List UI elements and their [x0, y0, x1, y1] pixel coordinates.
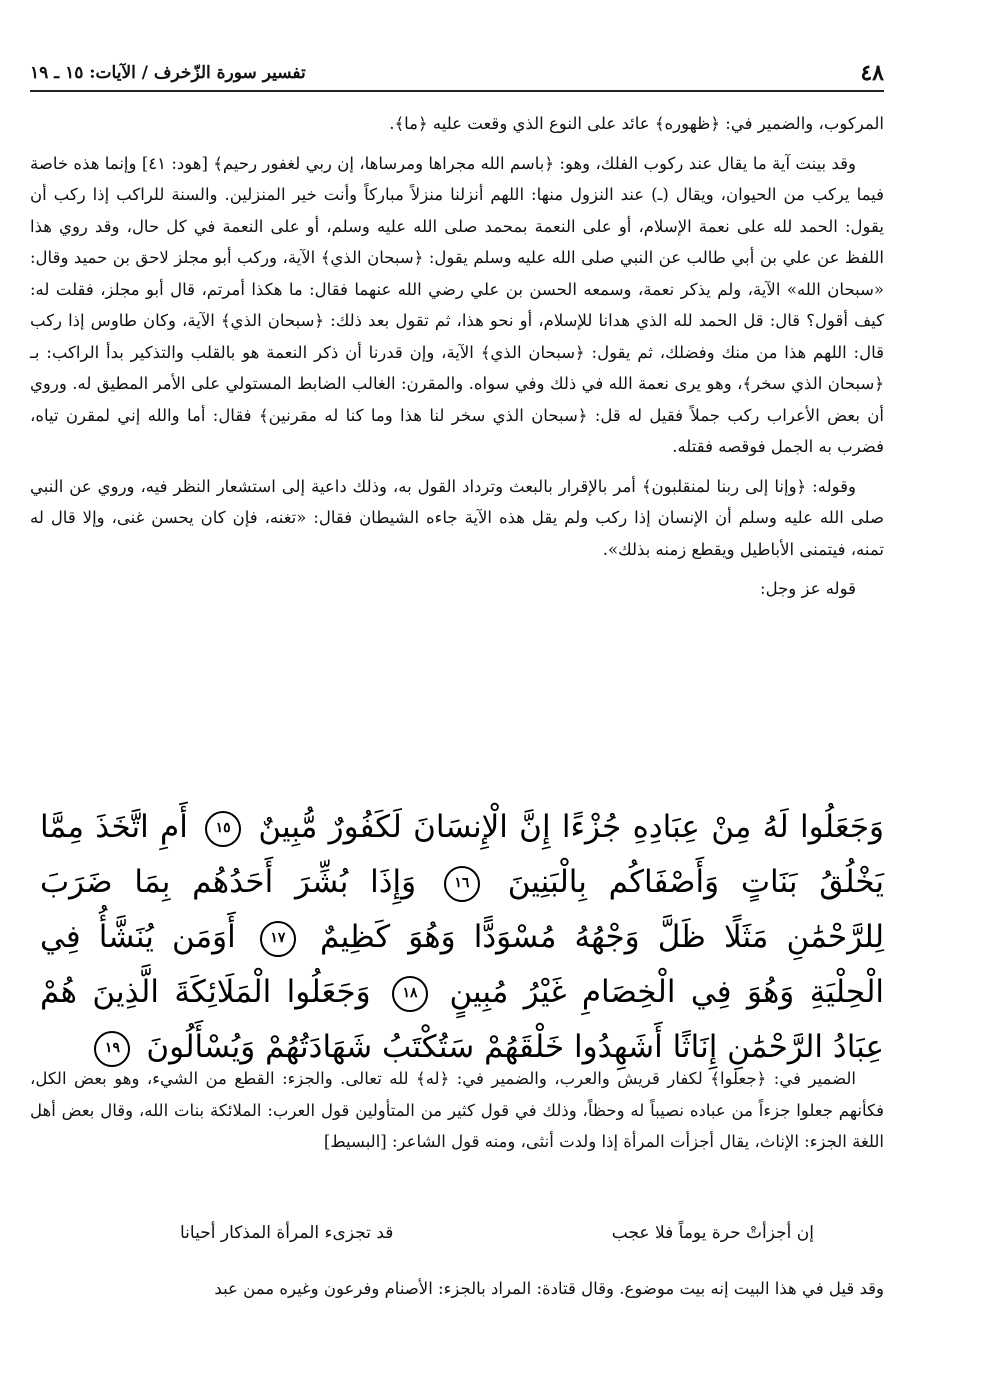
- commentary-bottom: [30, 1063, 884, 1158]
- paragraph-1: المركوب، والضمير في: ﴿ظهوره﴾ عائد على النوع الذي وقعت عليه ﴿ما﴾.: [389, 114, 884, 133]
- verse-marker-18: ١٨: [392, 976, 428, 1012]
- poem-verse: [180, 1223, 814, 1243]
- verse-intro: قوله عز وجل:: [760, 579, 856, 598]
- verse-marker-17: ١٧: [260, 921, 296, 957]
- verse-17: وَإِذَا بُشِّرَ أَحَدُهُم بِمَا ضَرَبَ لِلرَّحْمَٰنِ مَثَلًا ظَلَّ وَجْهُهُ مُسْوَدًّا وَهُوَ كَظِيمٌ: [40, 864, 885, 955]
- paragraph-3: وقوله: ﴿وإنا إلى ربنا لمنقلبون﴾ أمر بالإقرار بالبعث وترداد القول به، وذلك داعية إلى استشعار النظر فيه، وروي عن النبي صلى الله عليه وسلم أن الإنسان إذا ركب ولم يقل هذه الآية جاءه الشيطان فقال: «تغنه، فإن كان يحسن غنى، وإلا قال له تمنه، فيتمنى الأباطيل ويقطع زمنه بذلك».: [30, 476, 884, 559]
- quran-verses: [40, 800, 885, 1065]
- paragraph-6: وقد قيل في هذا البيت إنه بيت موضوع. وقال قتادة: المراد بالجزء: الأصنام وفرعون وغيره ممن عبد: [214, 1279, 884, 1298]
- verse-19: وَجَعَلُوا الْمَلَائِكَةَ الَّذِينَ هُمْ عِبَادُ الرَّحْمَٰنِ إِنَاثًا أَشَهِدُوا خَلْقَهُمْ سَتُكْتَبُ شَهَادَتُهُمْ وَيُسْأَلُونَ: [40, 974, 884, 1065]
- verse-marker-16: ١٦: [444, 866, 480, 902]
- verse-marker-15: ١٥: [205, 811, 241, 847]
- verse-18: أَوَمَن يُنَشَّأُ فِي الْحِلْيَةِ وَهُوَ فِي الْخِصَامِ غَيْرُ مُبِينٍ: [40, 919, 884, 1010]
- verse-15: وَجَعَلُوا لَهُ مِنْ عِبَادِهِ جُزْءًا إِنَّ الْإِنسَانَ لَكَفُورٌ مُّبِينٌ: [258, 809, 884, 845]
- page-number: ٤٨: [860, 60, 884, 86]
- paragraph-2: وقد بينت آية ما يقال عند ركوب الفلك، وهو: ﴿باسم الله مجراها ومرساها، إن ربي لغفور رحيم﴾ [هود: ٤١] وإنما هذه خاصة فيما يركب من الحيوان، ويقال (ـ) عند النزول منها: اللهم أنزلنا منزلاً مباركاً وأنت خير المنزلين. والسنة للراكب إذا ركب أن يقول: الحمد لله على نعمة الإسلام، أو على النعمة بمحمد صلى الله عليه وسلم، أو على النعمة في كل حال، وقد روي هذا اللفظ عن علي بن أبي طالب عن النبي صلى الله عليه وسلم يقول: ﴿سبحان الذي﴾ الآية، وركب أبو مجلز لاحق بن حميد وقال: «سبحان الله» الآية، ولم يذكر نعمة، وسمعه الحسن بن علي رضي الله عنهما فقال: ما هكذا أمرتم، قال أبو مجلز، فقلت له: كيف أقول؟ قال: قل الحمد لله الذي هدانا للإسلام، أو نحو هذا، ثم تقول بعد ذلك: ﴿سبحان الذي﴾ الآية، وكان طاوس إذا ركب قال: اللهم هذا من منك وفضلك، ثم يقول: ﴿سبحان الذي﴾ الآية، وإن قدرنا أن ذكر النعمة هو بالقلب والتذكير بدأ الراكب: بـ ﴿سبحان الذي سخر﴾، وهو يرى نعمة الله في ذلك وفي سواه. والمقرن: الغالب الضابط المستولي على الأمر المطيق له. وروي أن بعض الأعراب ركب جملاً فقيل له قل: ﴿سبحان الذي سخر لنا هذا وما كنا له مقرنين﴾ فقال: أما والله إني لمقرن تياه، فضرب به الجمل فوقصه فقتله.: [30, 153, 884, 456]
- poem-second-hemistich: قد تجزىء المرأة المذكار أحيانا: [180, 1223, 394, 1243]
- poem-first-hemistich: إن أجزأتْ حرة يوماً فلا عجب: [611, 1223, 814, 1243]
- page-header: [30, 56, 884, 92]
- paragraph-5: الضمير في: ﴿جعلوا﴾ لكفار قريش والعرب، والضمير في: ﴿له﴾ لله تعالى. والجزء: القطع من الشيء، وهو بعض الكل، فكأنهم جعلوا جزءاً من عباده نصيباً له وحظاً، وذلك في قول كثير من المتأولين قول العرب: الملائكة بنات الله، وقال بعض أهل اللغة الجزء: الإناث، يقال أجزأت المرأة إذا ولدت أنثى، ومنه قول الشاعر: [البسيط]: [30, 1069, 884, 1151]
- running-title: تفسير سورة الزّخرف / الآيات: ١٥ ـ ١٩: [30, 63, 306, 83]
- verse-16: أَمِ اتَّخَذَ مِمَّا يَخْلُقُ بَنَاتٍ وَأَصْفَاكُم بِالْبَنِينَ: [40, 809, 885, 900]
- commentary-last: [30, 1273, 884, 1305]
- verse-marker-19: ١٩: [94, 1031, 130, 1067]
- commentary-top: [30, 108, 884, 605]
